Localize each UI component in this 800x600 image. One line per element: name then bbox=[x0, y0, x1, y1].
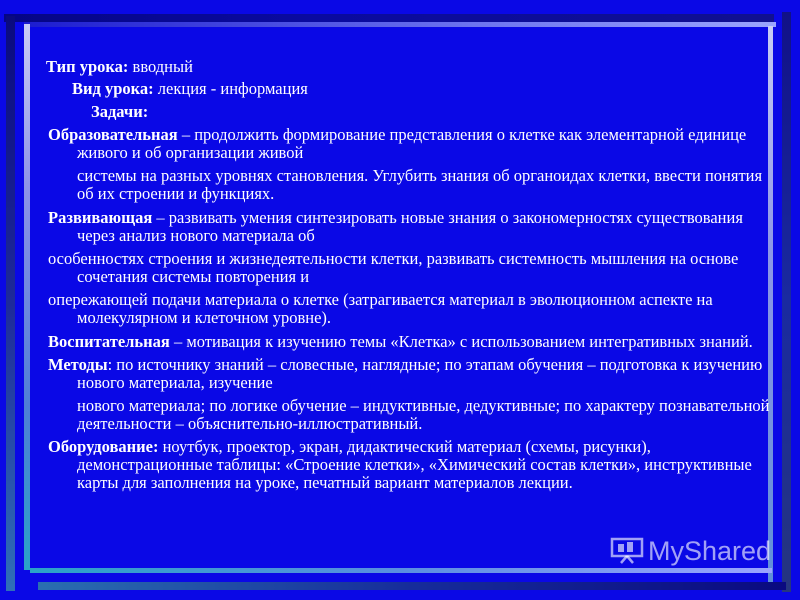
methods-text-2: нового материала; по логике обучение – индуктивные, дедуктивные; по характеру познавательной деятельности – объяснительно-иллюстративный. bbox=[77, 396, 770, 433]
equipment-text-1: ноутбук, проектор, экран, дидактический материал (схемы, рисунки), демонстрационные таблицы: «Строение клетки», «Химический состав клетки», инструктивные карты для заполнения на уроке, печатный вариант материалов лекции. bbox=[77, 437, 752, 492]
tasks-heading: Задачи: bbox=[91, 102, 149, 121]
methods-continuation bbox=[46, 397, 774, 433]
developing-text-3: опережающей подачи материала о клетке (затрагивается материал в эволюционном аспекте на молекулярном и клеточном уровне). bbox=[48, 290, 713, 327]
frame-top-light-bar bbox=[24, 22, 776, 27]
methods-text-1: : по источнику знаний – словесные, наглядные; по этапам обучения – подготовка к изучению нового материала, изучение bbox=[77, 355, 763, 392]
developing-text-2: особенностях строения и жизнедеятельности клетки, развивать системность мышления на основе сочетания системы повторения и bbox=[48, 249, 739, 286]
myshared-watermark bbox=[610, 536, 771, 567]
developing-continuation-2 bbox=[46, 291, 774, 327]
lesson-type-value: вводный bbox=[128, 57, 193, 76]
educational-label: Образовательная bbox=[48, 125, 178, 144]
developing-continuation-1 bbox=[46, 250, 774, 286]
slide-content bbox=[46, 58, 774, 492]
equipment-label: Оборудование: bbox=[48, 437, 159, 456]
lesson-kind bbox=[46, 80, 774, 98]
lesson-kind-value: лекция - информация bbox=[153, 79, 308, 98]
developing-label: Развивающая bbox=[48, 208, 153, 227]
lesson-kind-label: Вид урока: bbox=[72, 79, 154, 98]
upbringing-paragraph bbox=[46, 333, 774, 351]
lesson-type bbox=[46, 58, 774, 76]
developing-paragraph bbox=[46, 209, 774, 245]
upbringing-label: Воспитательная bbox=[48, 332, 170, 351]
presentation-board-icon bbox=[610, 536, 644, 564]
frame-bottom-light-bar bbox=[30, 568, 772, 573]
upbringing-text-1: – мотивация к изучению темы «Клетка» с использованием интегративных знаний. bbox=[169, 332, 753, 351]
educational-paragraph bbox=[46, 126, 774, 162]
educational-text-1: – продолжить формирование представления о клетке как элементарной единице живого и об организации живой bbox=[77, 125, 747, 162]
educational-continuation bbox=[46, 167, 774, 203]
frame-left-light-bar bbox=[24, 24, 30, 570]
educational-text-2: системы на разных уровнях становления. Углубить знания об органоидах клетки, ввести понятия об их строении и функциях. bbox=[77, 166, 763, 203]
watermark-text: MyShared bbox=[648, 536, 772, 566]
frame-top-dark-bar bbox=[4, 14, 774, 22]
lesson-type-label: Тип урока: bbox=[46, 57, 129, 76]
methods-paragraph bbox=[46, 356, 774, 392]
frame-right-dark-bar bbox=[782, 12, 791, 592]
equipment-paragraph bbox=[46, 438, 774, 492]
frame-left-dark-bar bbox=[6, 16, 15, 591]
frame-bottom-dark-bar bbox=[38, 582, 786, 590]
methods-label: Методы bbox=[48, 355, 108, 374]
developing-text-1: – развивать умения синтезировать новые знания о закономерностях существования через анализ нового материала об bbox=[77, 208, 743, 245]
